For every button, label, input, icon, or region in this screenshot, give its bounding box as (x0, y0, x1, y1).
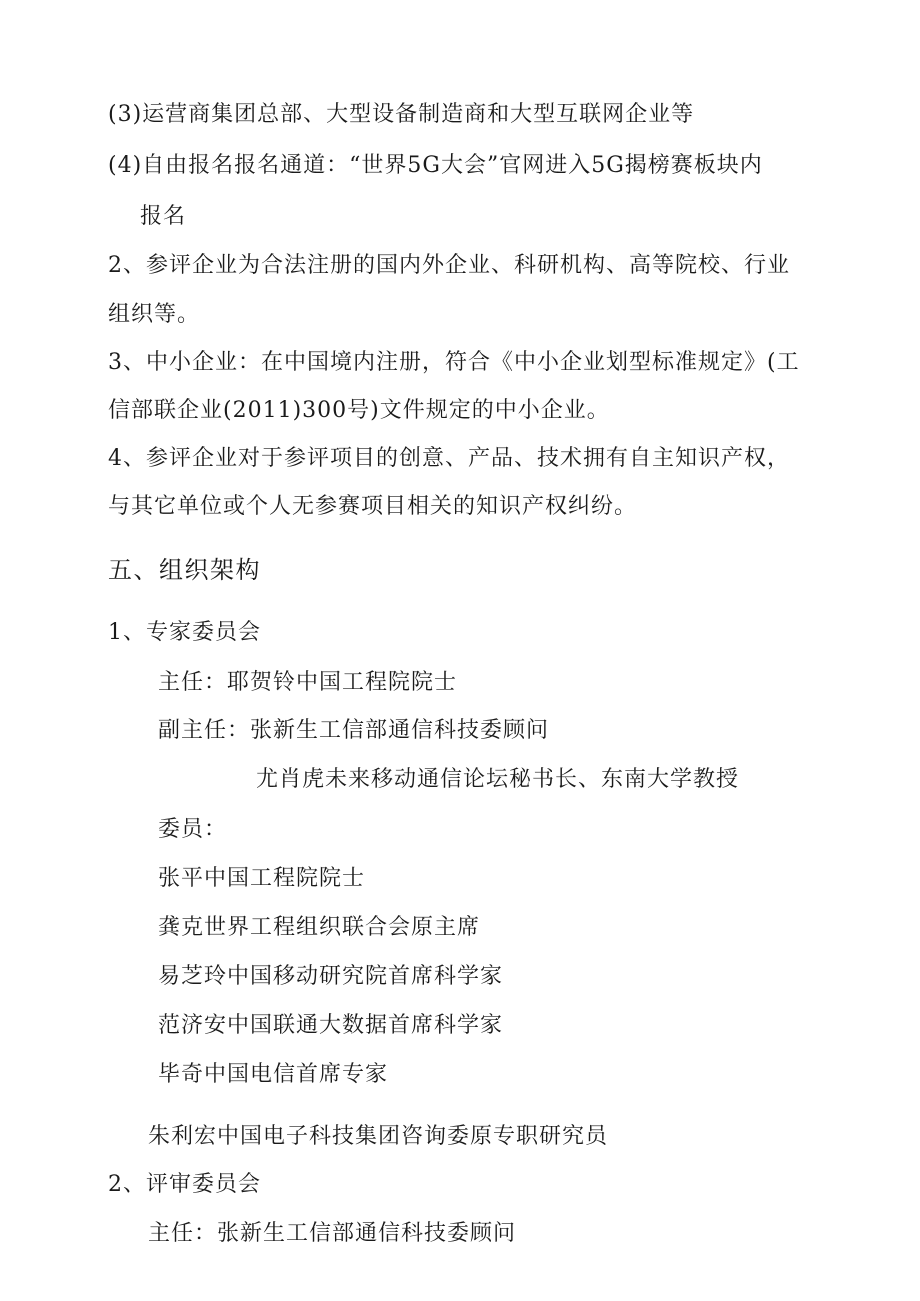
members-label: 委员： (158, 817, 228, 842)
expert-chair: 主任：耶贺铃中国工程院院士 (158, 670, 458, 695)
member-item: 易芝玲中国移动研究院首席科学家 (158, 964, 504, 989)
paragraph-3: 3、中小企业：在中国境内注册，符合《中小企业划型标准规定》(工 (108, 350, 800, 375)
subsection-review-committee: 2、评审委员会 (108, 1172, 261, 1197)
member-item: 朱利宏中国电子科技集团咨询委原专职研究员 (148, 1124, 609, 1149)
paragraph-4: 4、参评企业对于参评项目的创意、产品、技术拥有自主知识产权， (108, 446, 790, 471)
section-heading: 五、组织架构 (108, 556, 261, 584)
member-item: 龚克世界工程组织联合会原主席 (158, 915, 481, 940)
list-item-4-continuation: 报名 (140, 204, 187, 229)
paragraph-2: 2、参评企业为合法注册的国内外企业、科研机构、高等院校、行业 (108, 253, 790, 278)
subsection-expert-committee: 1、专家委员会 (108, 620, 261, 645)
paragraph-4-continuation: 与其它单位或个人无参赛项目相关的知识产权纠纷。 (108, 494, 638, 519)
expert-vice-chair-2: 尤肖虎未来移动通信论坛秘书长、东南大学教授 (256, 767, 740, 792)
paragraph-2-continuation: 组织等。 (108, 302, 201, 327)
member-item: 张平中国工程院院士 (158, 866, 366, 891)
paragraph-3-continuation: 信部联企业(2011)300号)文件规定的中小企业。 (108, 398, 610, 423)
member-item: 范济安中国联通大数据首席科学家 (158, 1013, 504, 1038)
list-item-3: (3)运营商集团总部、大型设备制造商和大型互联网企业等 (108, 102, 695, 127)
member-item: 毕奇中国电信首席专家 (158, 1062, 389, 1087)
expert-vice-chair-1: 副主任：张新生工信部通信科技委顾问 (158, 718, 550, 743)
review-chair: 主任：张新生工信部通信科技委顾问 (148, 1221, 517, 1246)
list-item-4: (4)自由报名报名通道：“世界5G大会”官网进入5G揭榜赛板块内 (108, 153, 763, 178)
